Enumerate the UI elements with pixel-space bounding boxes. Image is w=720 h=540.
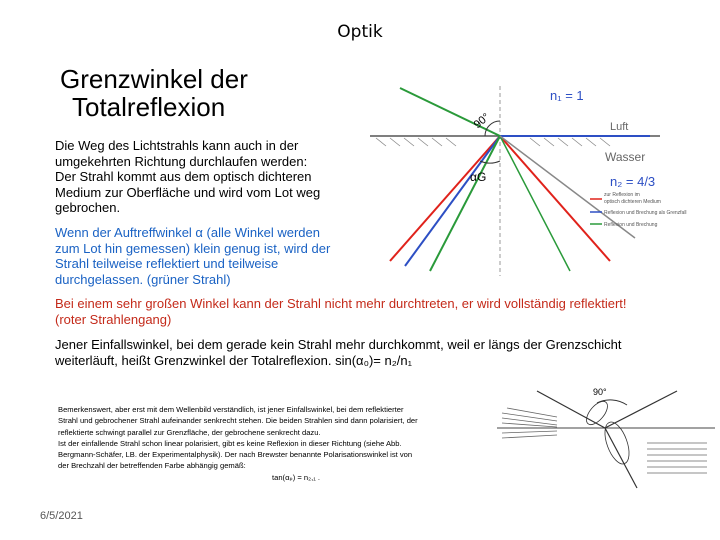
paragraph-green-ray: Wenn der Auftreffwinkel α (alle Winkel werden zum Lot hin gemessen) klein genug ist, wird der Strahl teilweise reflektiert und teilweise durchgelassen. (grüner Strahl) <box>55 225 331 287</box>
reflected-ray <box>605 391 677 428</box>
n1-label: n₁ = 1 <box>550 88 584 103</box>
brewster-note: Bemerkenswert, aber erst mit dem Wellenbild verständlich, ist jener Einfallswinkel, bei dem reflektierter Strahl und gebrochener Strahl aufeinander senkrecht stehen. Die beiden Strahlen sind dann polarisiert, der reflektierte schwingt parallel zur Grenzfläche, der gebrochene senkrecht dazu. Ist der einfallende Strahl schon linear polarisiert, gibt es keine Reflexion in dieser Richtung (siehe Abb. Bergmann-Schäfer, LB. der Experimentalphysik). Der nach Brewster benannte Polarisationswinkel ist von der Brechzahl der betreffenden Farbe abhängig gemäß: <box>58 405 418 471</box>
slide-title-line2: Totalreflexion <box>72 92 226 122</box>
polarization-lobes <box>583 398 634 467</box>
air-label: Luft <box>610 121 629 133</box>
refracted-ray <box>605 428 637 488</box>
brewster-diagram <box>497 383 715 493</box>
angle-arc <box>597 400 627 405</box>
critical-angle-label: αG <box>470 170 487 184</box>
angle-90-label: 90° <box>593 387 607 397</box>
slide-header: Optik <box>337 22 383 42</box>
legend-text-1: zur Reflexion im <box>604 192 640 198</box>
paragraph-red-ray: Bei einem sehr großen Winkel kann der Strahl nicht mehr durchtreten, er wird vollständig reflektiert! (roter Strahlengang) <box>55 296 627 327</box>
refraction-diagram <box>370 86 687 276</box>
blue-incident-ray <box>405 136 500 266</box>
critical-angle-arc <box>480 161 500 163</box>
legend-text-2: optisch dichteren Medium <box>604 199 661 205</box>
brewster-formula: tan(αₚ) = n₂,₁ . <box>272 473 320 482</box>
water-label: Wasser <box>605 150 646 164</box>
paragraph-critical-angle: Jener Einfallswinkel, bei dem gerade kein Strahl mehr durchkommt, weil er längs der Grenzschicht weiterläuft, heißt Grenzwinkel der Totalreflexion. sin(α₀)= n₂/n₁ <box>55 337 622 368</box>
legend-text-3: Reflexion und Brechung als Grenzfall <box>604 210 687 216</box>
paragraph-intro: Die Weg des Lichtstrahls kann auch in der umgekehrten Richtung durchlaufen werden: Der Strahl kommt aus dem optisch dichteren Medium zur Oberfläche und wird vom Lot weg gebrochen. <box>55 138 321 216</box>
slide-date: 6/5/2021 <box>40 510 83 522</box>
angle-90-label: 90° <box>471 111 493 132</box>
slide-title-line1: Grenzwinkel der <box>60 64 248 94</box>
n2-label: n₂ = 4/3 <box>610 174 656 189</box>
transmitted-wave-lines <box>647 443 707 473</box>
legend-text-4: Reflexion und Brechung <box>604 222 658 228</box>
incident-wave-lines <box>502 408 557 438</box>
